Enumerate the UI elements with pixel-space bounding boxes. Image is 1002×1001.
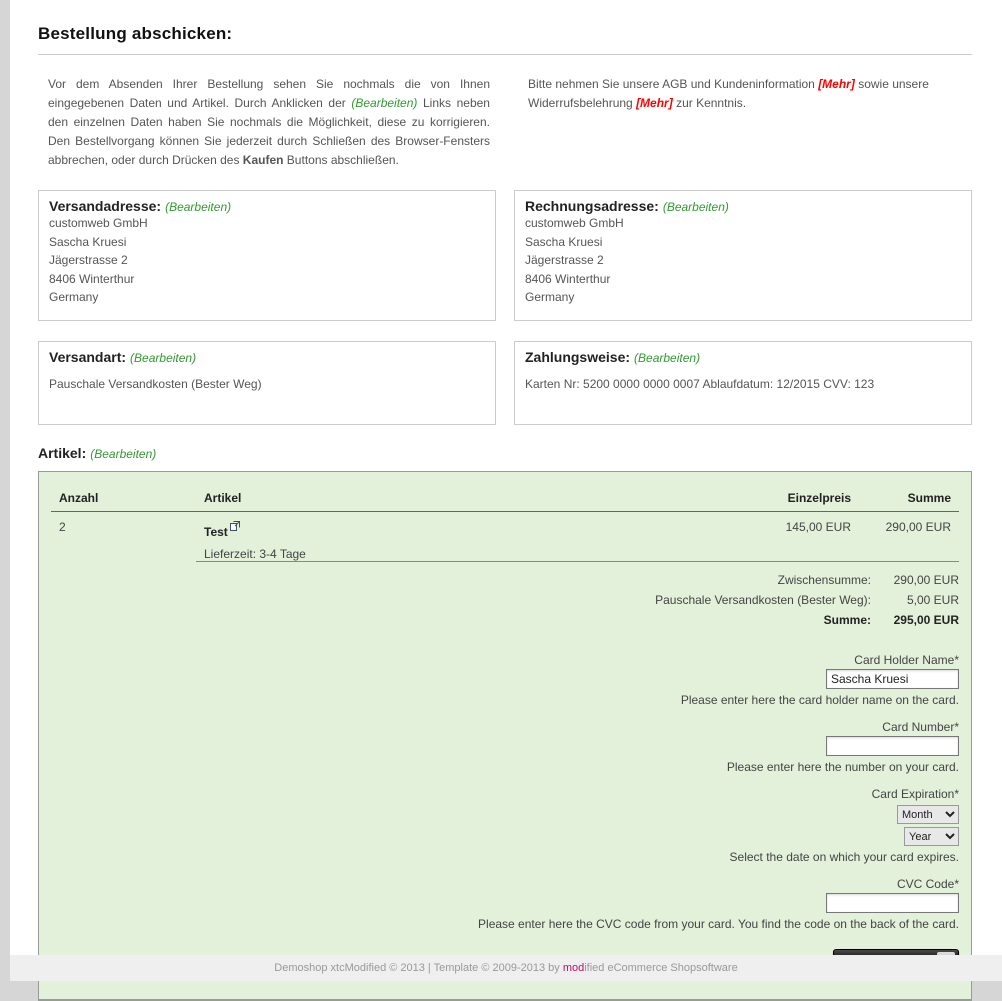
card-expiration-help: Select the date on which your card expires. (729, 850, 959, 864)
address-line: 8406 Winterthur (49, 271, 135, 286)
item-unit-price: 145,00 EUR (785, 520, 851, 534)
expiration-year-select[interactable] (904, 827, 959, 846)
subtotal-label: Zwischensumme: (777, 573, 871, 587)
card-expiration-label: Card Expiration* (871, 787, 959, 801)
item-name-link[interactable]: Test (204, 525, 228, 539)
address-line: customweb GmbH (49, 216, 148, 230)
expiration-month-select[interactable] (897, 805, 959, 824)
order-summary-panel (38, 471, 972, 1001)
address-line: customweb GmbH (525, 216, 624, 230)
cvc-input[interactable] (826, 893, 959, 913)
item-name-cell (196, 512, 744, 540)
address-line: Sascha Kruesi (525, 234, 603, 249)
subtotal-value: 290,00 EUR (893, 573, 959, 587)
shipping-method-title (49, 349, 485, 365)
edit-shipping-method-link[interactable]: (Bearbeiten) (130, 351, 197, 365)
box-title-text: Rechnungsadresse: (525, 198, 659, 214)
subtotal-row (51, 570, 959, 590)
totals-section (51, 570, 959, 630)
edit-billing-address-link[interactable]: (Bearbeiten) (662, 200, 729, 214)
widerruf-mehr-link[interactable]: [Mehr] (636, 96, 673, 110)
card-number-row (51, 736, 959, 756)
intro-text: Vor dem Absenden Ihrer Bestellung sehen Sie nochmals die von Ihnen eingegebenen Daten und Artikel. Durch Anklicken der (48, 77, 490, 110)
card-holder-help: Please enter here the card holder name on the card. (680, 693, 959, 707)
card-number-input[interactable] (826, 736, 959, 756)
intro-text: sowie unsere Widerrufsbelehrung (528, 77, 929, 110)
grand-total-row (51, 610, 959, 630)
footer-brand-pink: mod (562, 962, 585, 974)
address-line: Jägerstrasse 2 (525, 253, 604, 267)
table-row (51, 512, 959, 540)
external-link-icon (230, 520, 240, 534)
intro-text: Buttons abschließen. (283, 153, 399, 167)
intro-text: Bitte nehmen Sie unsere AGB und Kundeninformation (528, 77, 819, 91)
item-delivery-time: Lieferzeit: 3-4 Tage (196, 539, 959, 562)
table-row-delivery (51, 539, 959, 562)
page (10, 0, 1002, 981)
articles-table (51, 482, 959, 562)
item-qty: 2 (59, 520, 66, 534)
articles-heading-text: Artikel: (38, 445, 87, 461)
shipping-method-value: Pauschale Versandkosten (Bester Weg) (49, 377, 262, 391)
page-title: Bestellung abschicken: (38, 24, 233, 43)
footer-copyright-text: Demoshop xtcModified © 2013 | Template © 2009-2013 by (274, 962, 563, 974)
edit-shipping-address-link[interactable]: (Bearbeiten) (165, 200, 232, 214)
card-number-help: Please enter here the number on your card. (726, 760, 959, 774)
articles-table-header-row (51, 482, 959, 512)
intro-right-column (520, 75, 972, 170)
box-title-text: Versandadresse: (49, 198, 162, 214)
intro-right-paragraph (520, 75, 972, 113)
intro-left-column (38, 75, 490, 170)
card-holder-label: Card Holder Name* (854, 653, 959, 667)
cvc-row (51, 893, 959, 913)
shipping-payment-boxes-row (38, 341, 972, 425)
card-holder-row (51, 669, 959, 689)
footer-brand-rest: ified eCommerce Shopsoftware (584, 962, 738, 974)
billing-address-title (525, 198, 961, 214)
column-header-sum: Summe (859, 482, 959, 512)
edit-payment-method-link[interactable]: (Bearbeiten) (634, 351, 701, 365)
bearbeiten-link[interactable]: (Bearbeiten) (351, 96, 418, 110)
column-header-unit-price: Einzelpreis (744, 482, 859, 512)
agb-mehr-link[interactable]: [Mehr] (818, 77, 855, 91)
payment-method-title (525, 349, 961, 365)
footer (10, 955, 1002, 981)
shipping-address-box (38, 190, 496, 321)
billing-address-box (514, 190, 972, 321)
column-header-qty: Anzahl (51, 482, 196, 512)
shipping-cost-label: Pauschale Versandkosten (Bester Weg): (655, 593, 871, 607)
address-line: 8406 Winterthur (525, 271, 611, 286)
box-title-text: Zahlungsweise: (525, 349, 631, 365)
card-number-label: Card Number* (882, 720, 959, 734)
address-line: Germany (49, 290, 99, 304)
cvc-label: CVC Code* (896, 877, 959, 891)
shipping-method-box (38, 341, 496, 425)
shipping-address-title (49, 198, 485, 214)
kaufen-word: Kaufen (242, 153, 284, 167)
address-boxes-row (38, 190, 972, 321)
empty-cell (51, 539, 196, 562)
payment-method-box (514, 341, 972, 425)
grand-total-label: Summe: (823, 613, 871, 627)
payment-method-value: Karten Nr: 5200 0000 0000 0007 Ablaufdatum: 12/2015 CVV: 123 (525, 377, 875, 391)
intro-text: zur Kenntnis. (672, 96, 747, 110)
column-header-name: Artikel (196, 482, 744, 512)
box-title-text: Versandart: (49, 349, 127, 365)
articles-heading (38, 445, 972, 461)
intro-text: Links neben den einzelnen Daten haben Sie nochmals die Möglichkeit, diese zu korrigieren. Den Bestellvorgang können Sie jederzeit durch Schließen des Browser-Fensters abbrechen, oder durch Drücken des (48, 96, 490, 167)
grand-total-value: 295,00 EUR (893, 613, 959, 627)
card-holder-input[interactable] (826, 669, 959, 689)
cvc-help: Please enter here the CVC code from your card. You find the code on the back of the card. (478, 917, 959, 931)
address-line: Sascha Kruesi (49, 234, 127, 249)
main-content (10, 0, 1002, 1001)
address-line: Jägerstrasse 2 (49, 253, 128, 267)
card-expiration-row (51, 803, 959, 846)
shipping-cost-row (51, 590, 959, 610)
shipping-cost-value: 5,00 EUR (906, 593, 959, 607)
item-sum: 290,00 EUR (885, 520, 951, 534)
intro-section (38, 75, 972, 170)
title-divider (38, 54, 972, 55)
card-payment-form (51, 652, 959, 973)
edit-articles-link[interactable]: (Bearbeiten) (90, 447, 157, 461)
address-line: Germany (525, 290, 575, 304)
intro-left-paragraph (38, 75, 490, 170)
